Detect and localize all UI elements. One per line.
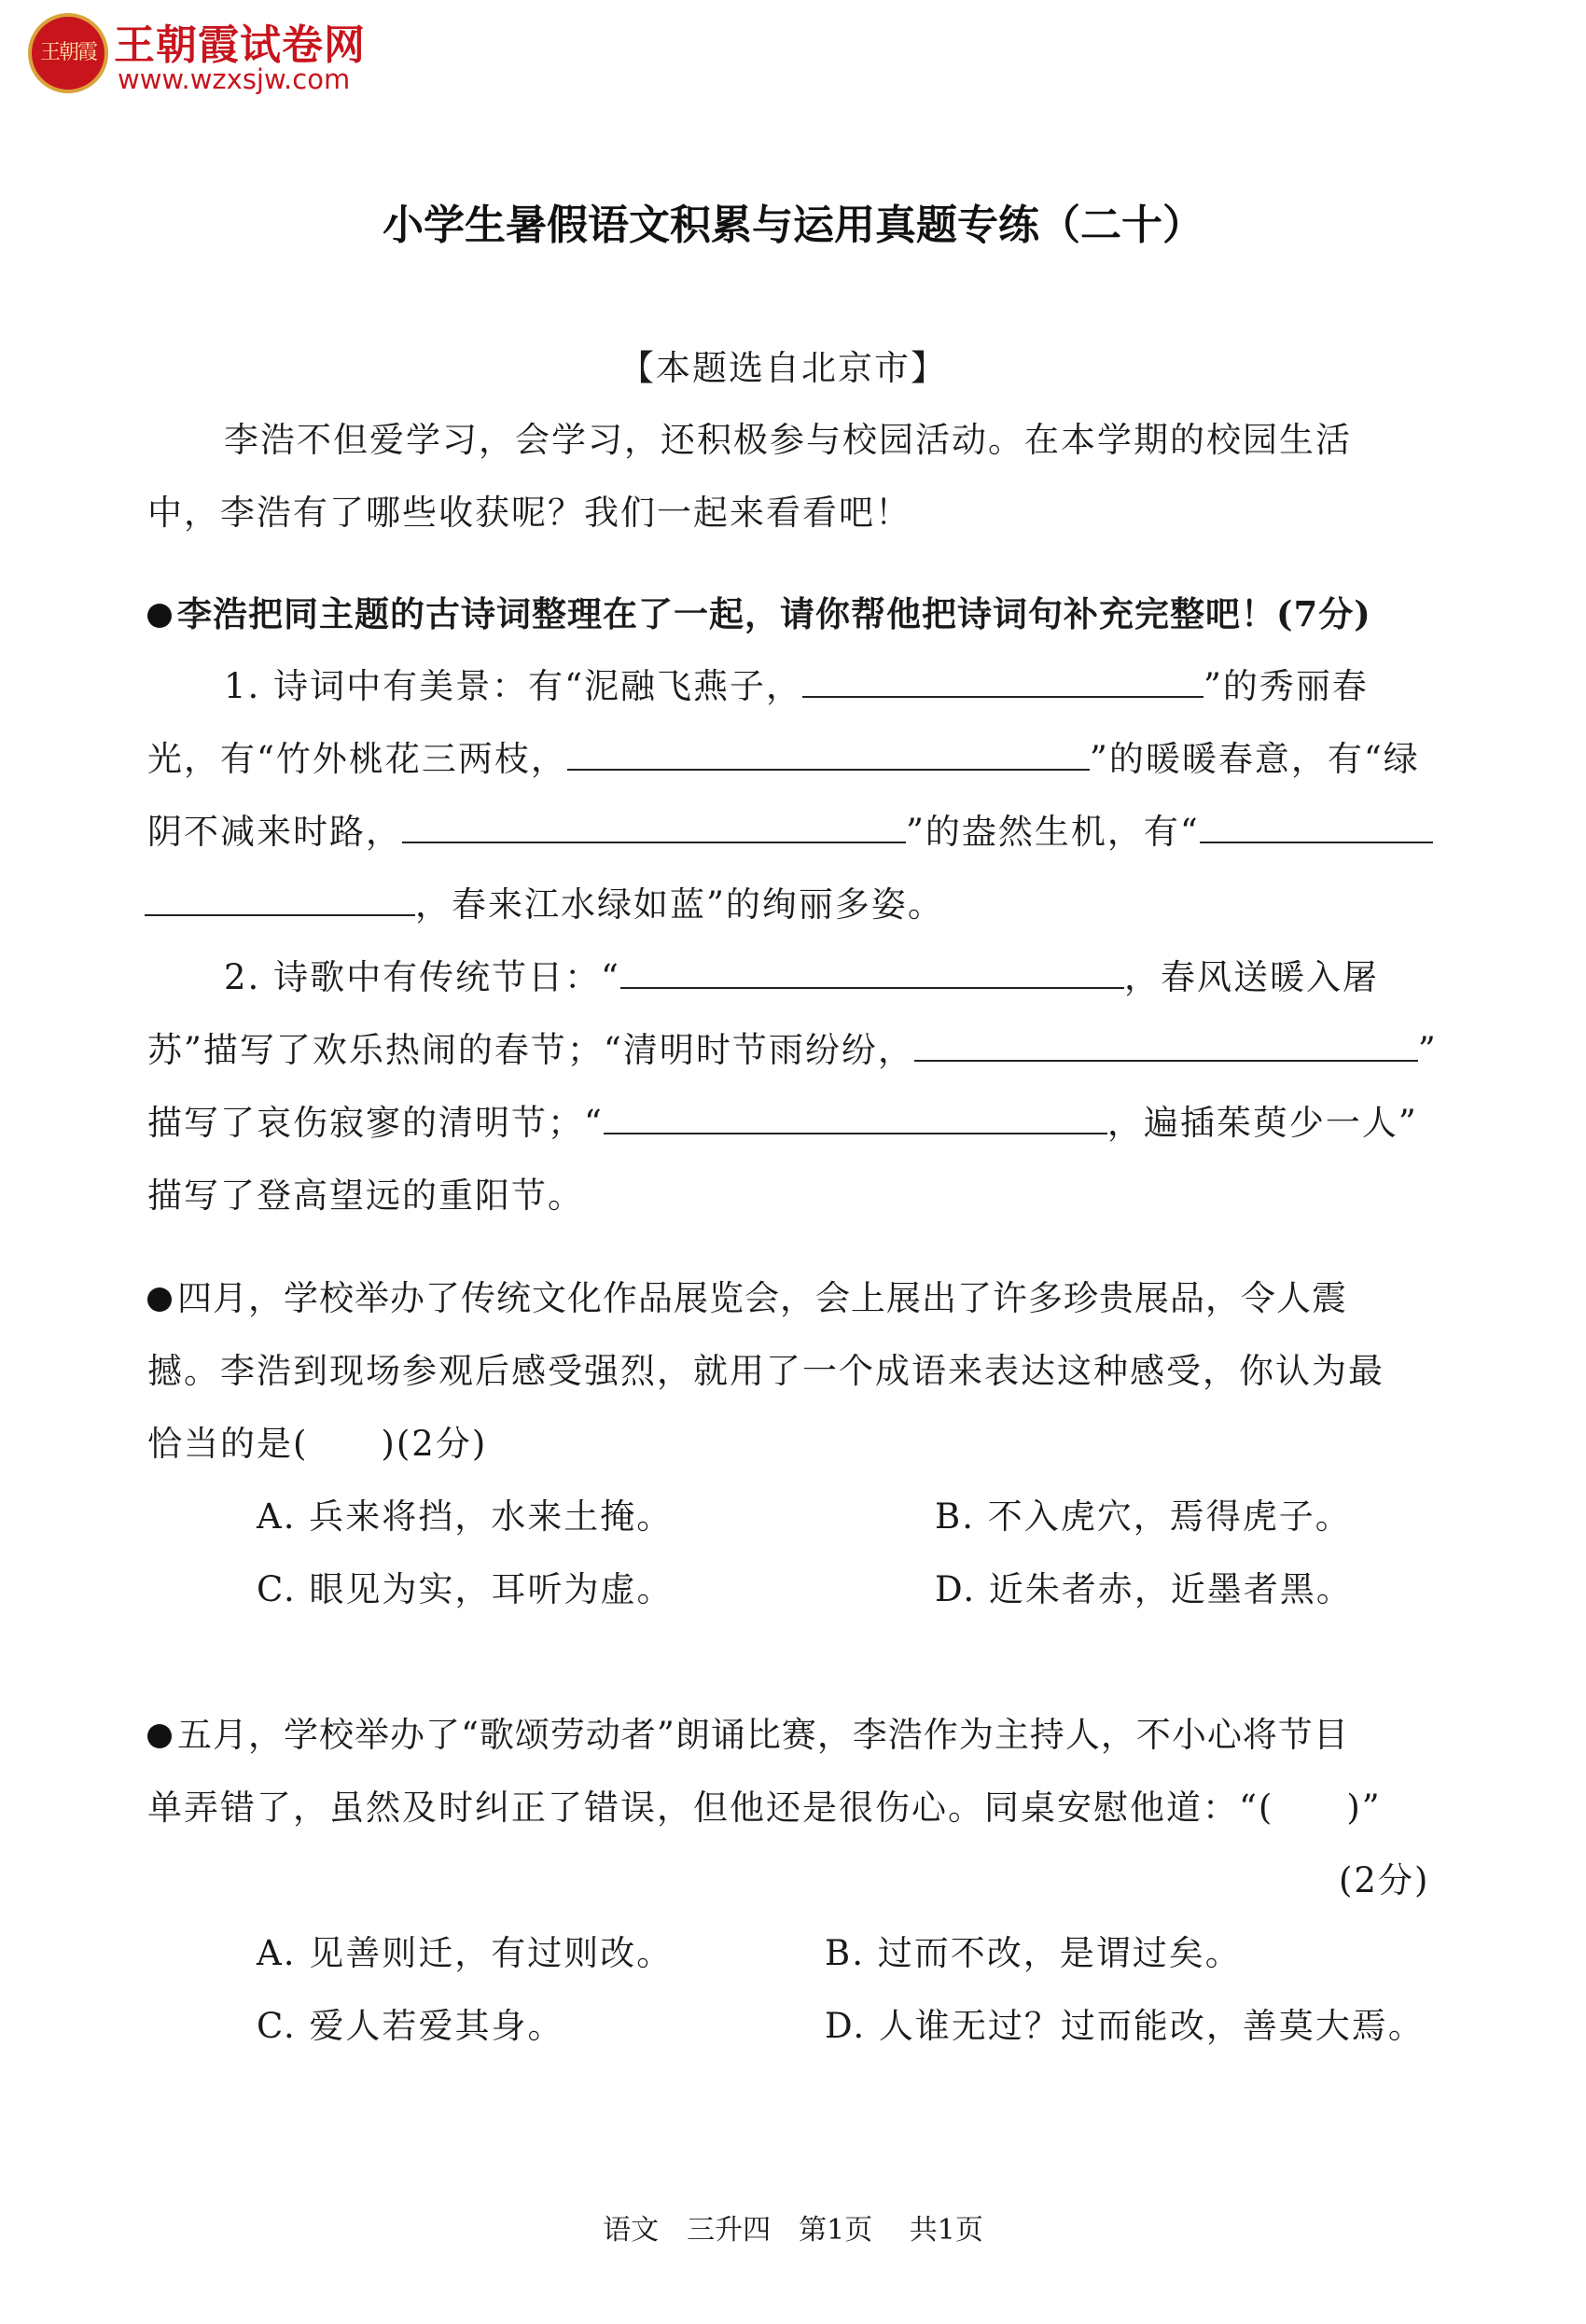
q1-part1-line1: 1. 诗词中有美景：有“泥融飞燕子， ”的秀丽春 — [224, 666, 1369, 706]
page-title: 小学生暑假语文积累与运用真题专练（二十） — [383, 202, 1203, 249]
question-3-score: (2分) — [1339, 1860, 1430, 1900]
answer-blank[interactable] — [1200, 814, 1433, 843]
question-1-heading: 李浩把同主题的古诗词整理在了一起，请你帮他把诗词句补充完整吧！(7分) — [147, 593, 1371, 634]
q3-option-d[interactable]: D. 人谁无过？过而能改，善莫大焉。 — [825, 2006, 1425, 2046]
intro-line-2: 中，李浩有了哪些收获呢？我们一起来看看吧！ — [147, 493, 911, 533]
bullet-icon — [147, 604, 172, 628]
q1-part2-line2: 苏”描写了欢乐热闹的春节；“清明时节雨纷纷， ” — [147, 1030, 1438, 1070]
page-footer: 语文 三升四 第1页 共1页 — [603, 2214, 983, 2247]
bullet-icon — [147, 1724, 172, 1748]
q1-part2-line4: 描写了登高望远的重阳节。 — [147, 1176, 584, 1216]
q1-part2-line3: 描写了哀伤寂寥的清明节；“ ，遍插茱萸少一人” — [147, 1103, 1418, 1143]
answer-blank[interactable] — [567, 741, 1090, 771]
answer-blank[interactable] — [402, 814, 906, 843]
logo-emblem-icon: 王朝霞 — [28, 13, 108, 93]
question-2-line-2: 撼。李浩到现场参观后感受强烈，就用了一个成语来表达这种感受，你认为最 — [147, 1351, 1384, 1391]
q3-option-b[interactable]: B. 过而不改，是谓过矣。 — [825, 1933, 1242, 1973]
q1-part1-line2: 光，有“竹外桃花三两枝， ”的暖暖春意，有“绿 — [147, 739, 1420, 779]
q3-option-c[interactable]: C. 爱人若爱其身。 — [257, 2006, 564, 2046]
q1-part2-line1: 2. 诗歌中有传统节日：“ ，春风送暖入屠 — [224, 957, 1379, 997]
answer-blank[interactable] — [145, 886, 415, 916]
q3-option-a[interactable]: A. 见善则迁，有过则改。 — [257, 1933, 674, 1973]
answer-blank[interactable] — [604, 1105, 1107, 1134]
q2-option-c[interactable]: C. 眼见为实，耳听为虚。 — [257, 1569, 674, 1609]
intro-line-1: 李浩不但爱学习，会学习，还积极参与校园活动。在本学期的校园生活 — [224, 420, 1352, 460]
q2-option-d[interactable]: D. 近朱者赤，近墨者黑。 — [935, 1569, 1353, 1609]
question-3-line-2: 单弄错了，虽然及时纠正了错误，但他还是很伤心。同桌安慰他道：“( )” — [147, 1788, 1382, 1828]
logo-url: www.wzxsjw.com — [118, 63, 351, 95]
site-logo — [28, 13, 383, 99]
question-2-line-1: 四月，学校举办了传统文化作品展览会，会上展出了许多珍贵展品，令人震 — [147, 1278, 1347, 1319]
bullet-icon — [147, 1287, 172, 1312]
q1-part1-line3: 阴不减来时路， ”的盎然生机，有“ — [147, 812, 1433, 853]
q1-part1-line4: ，春来江水绿如蓝”的绚丽多姿。 — [145, 884, 944, 925]
answer-blank[interactable] — [620, 959, 1124, 989]
source-note: 【本题选自北京市】 — [619, 348, 947, 388]
question-3-line-1: 五月，学校举办了“歌颂劳动者”朗诵比赛，李浩作为主持人，不小心将节目 — [147, 1715, 1349, 1756]
answer-blank[interactable] — [802, 668, 1203, 698]
question-2-line-3: 恰当的是( )(2分) — [147, 1424, 488, 1464]
q2-option-a[interactable]: A. 兵来将挡，水来土掩。 — [257, 1496, 674, 1537]
logo-name: 王朝霞试卷网 — [114, 21, 366, 69]
answer-blank[interactable] — [914, 1032, 1418, 1062]
q2-option-b[interactable]: B. 不入虎穴，焉得虎子。 — [935, 1496, 1352, 1537]
